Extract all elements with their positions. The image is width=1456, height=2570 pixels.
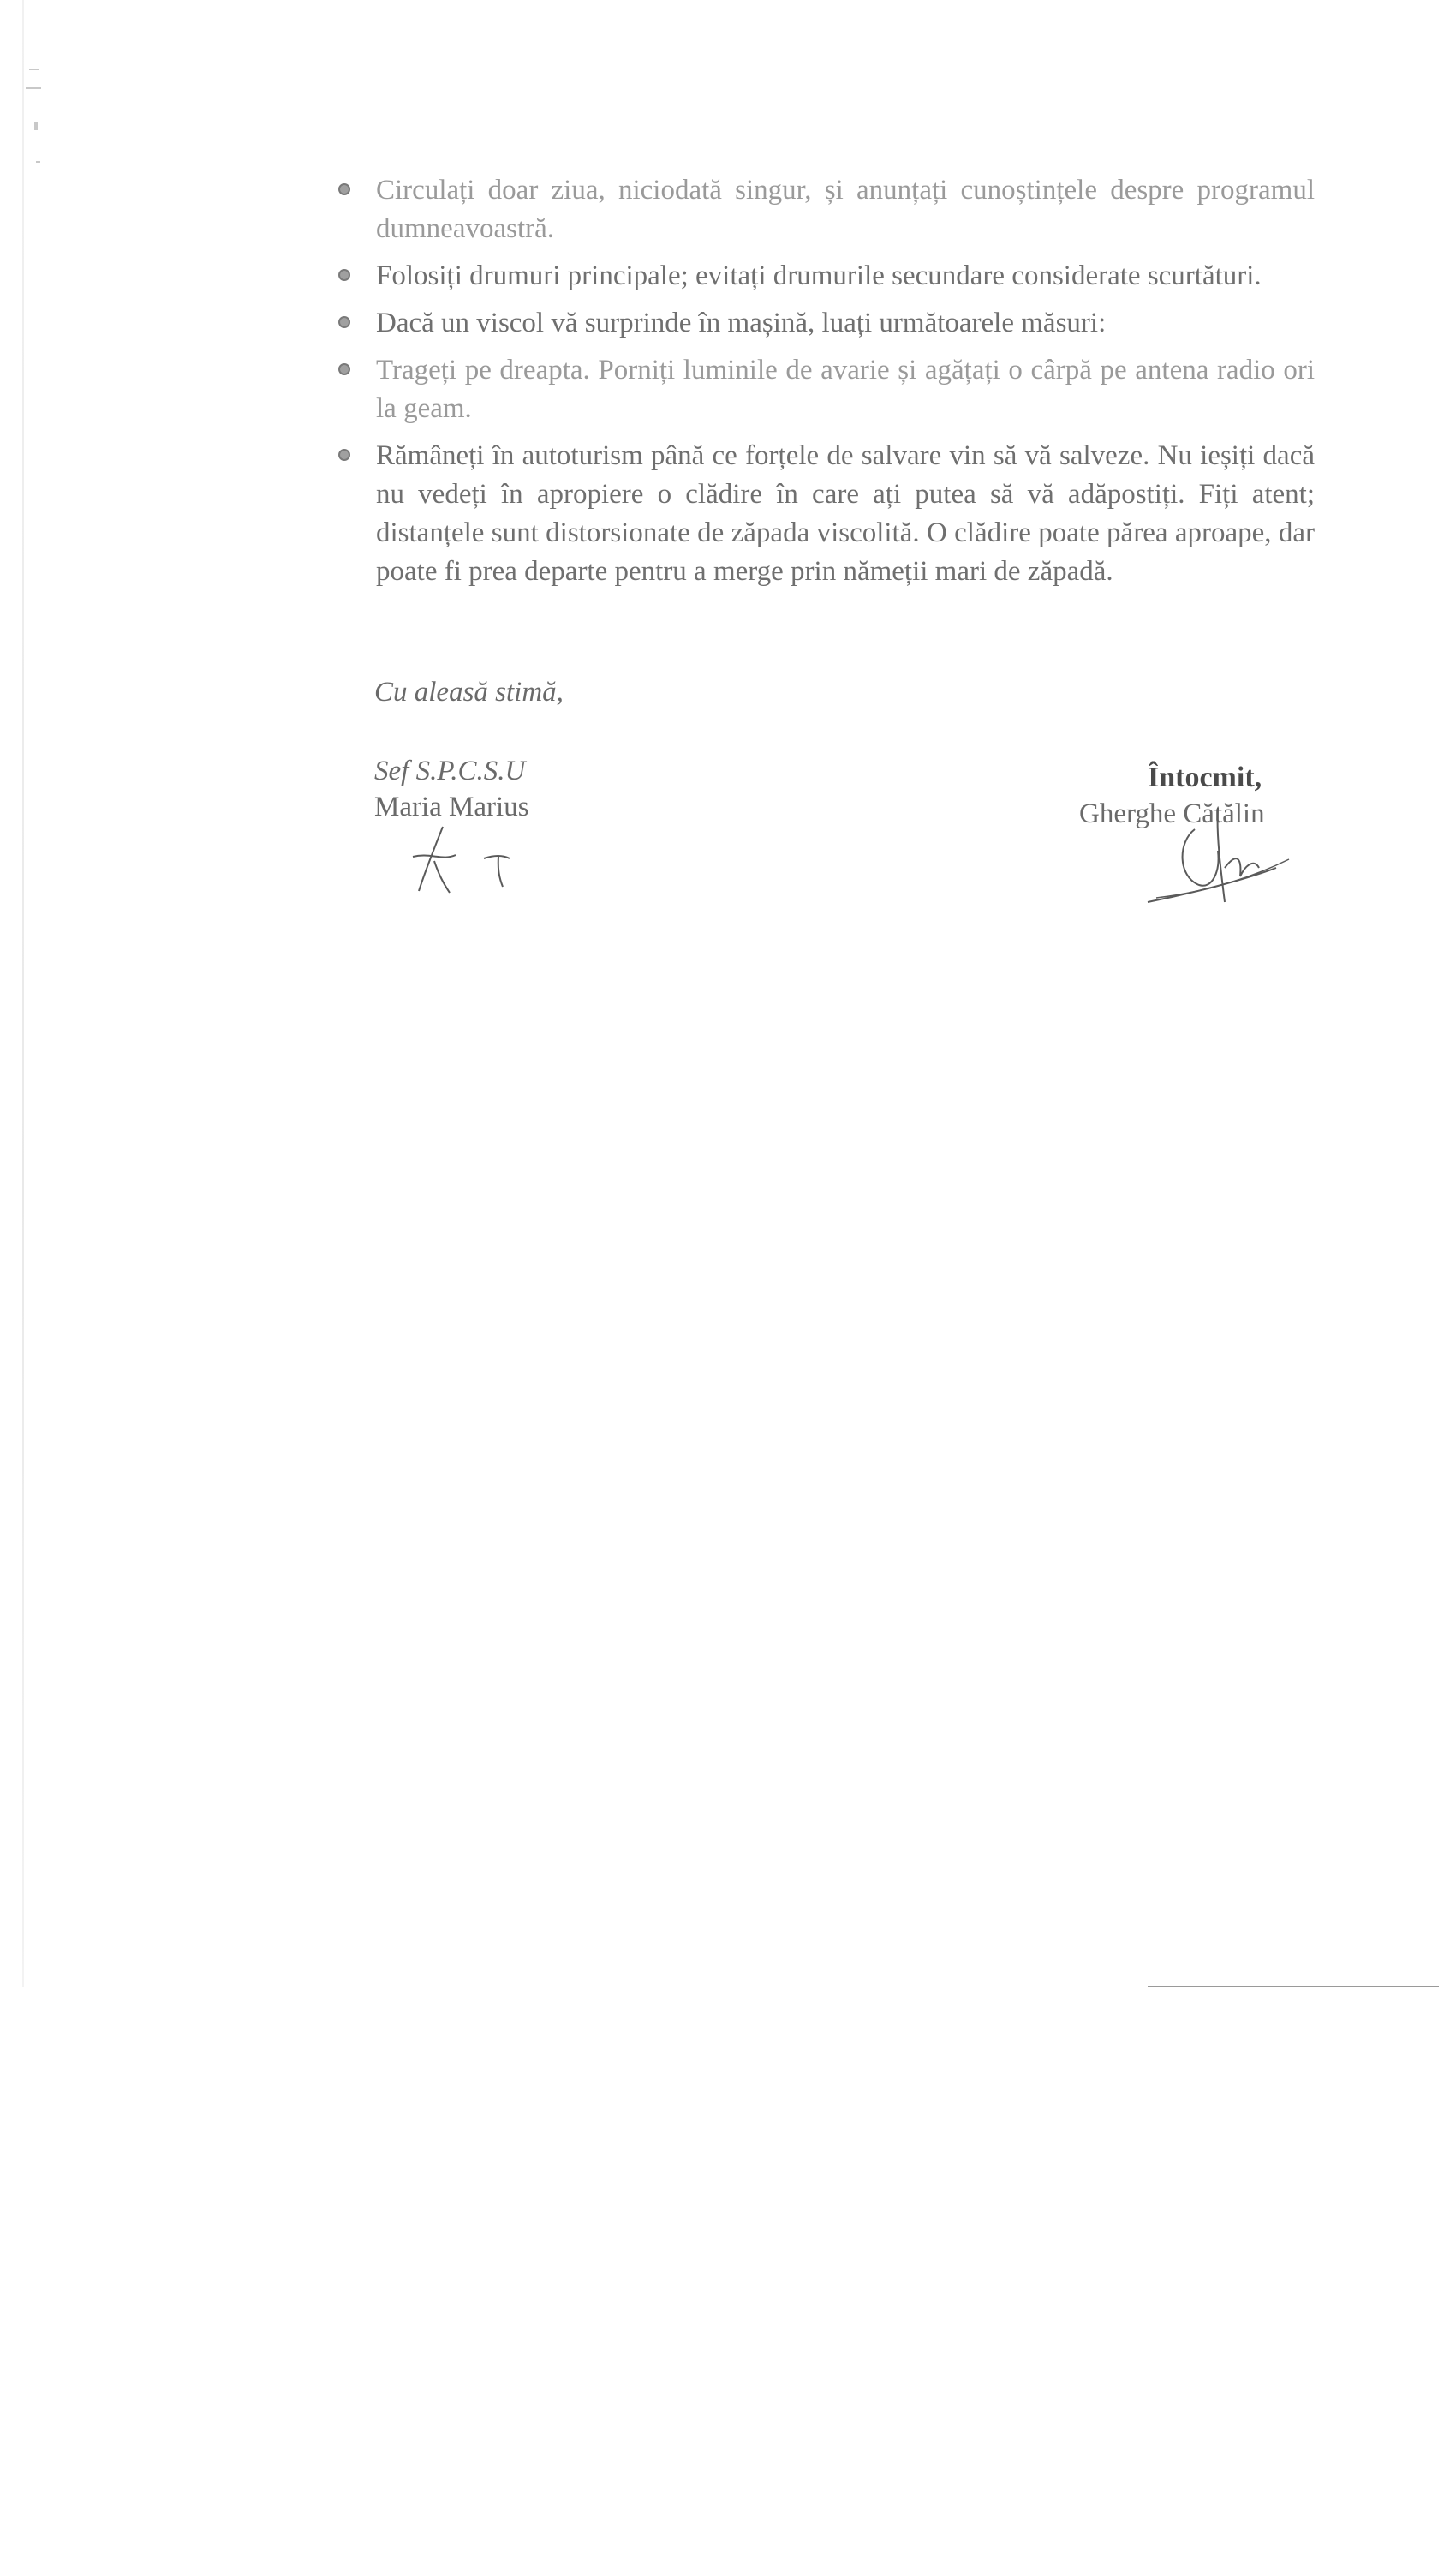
list-item-text: Dacă un viscol vă surprinde în mașină, luați următoarele măsuri: (376, 308, 1107, 338)
list-item (338, 304, 1315, 343)
scan-edge (22, 0, 24, 1987)
bullet-icon (338, 449, 350, 461)
handwritten-signature (1139, 791, 1328, 911)
handwritten-signature (409, 822, 537, 900)
signatory-role: Întocmit, (1148, 762, 1262, 793)
list-item-text: Folosiți drumuri principale; evitați drumurile secundare considerate scurtături. (376, 260, 1262, 291)
list-item (338, 351, 1315, 428)
scan-marks (26, 69, 51, 180)
bullet-icon (338, 183, 350, 195)
list-item (338, 437, 1315, 591)
bullet-icon (338, 269, 350, 281)
list-item-text: Trageți pe dreapta. Porniți luminile de avarie și agățați o cârpă pe antena radio ori la geam. (376, 355, 1315, 424)
signature-block-left (374, 754, 683, 925)
signatory-name: Gherghe Cătălin (1079, 798, 1265, 829)
signature-block-right (1079, 761, 1353, 932)
list-item (338, 257, 1315, 296)
closing-salutation: Cu aleasă stimă, (374, 677, 564, 708)
list-item-text: Circulați doar ziua, niciodată singur, și anunțați cunoștințele despre programul dumneavoastră. (376, 175, 1315, 244)
list-item-text: Rămâneți în autoturism până ce forțele de salvare vin să vă salveze. Nu ieșiți dacă nu vedeți în apropiere o clădire în care ați putea să vă adăpostiți. Fiți atent; distanțele sunt distorsionate de zăpada viscolită. O clădire poate părea aproape, dar poate fi prea departe pentru a merge prin nămeții mari de zăpadă. (376, 440, 1315, 587)
instruction-list (338, 171, 1315, 600)
signatory-name: Maria Marius (374, 792, 529, 822)
bullet-icon (338, 363, 350, 375)
list-item (338, 171, 1315, 248)
divider-line (1148, 1986, 1439, 1987)
signatory-role: Sef S.P.C.S.U (374, 756, 526, 786)
bullet-icon (338, 316, 350, 328)
